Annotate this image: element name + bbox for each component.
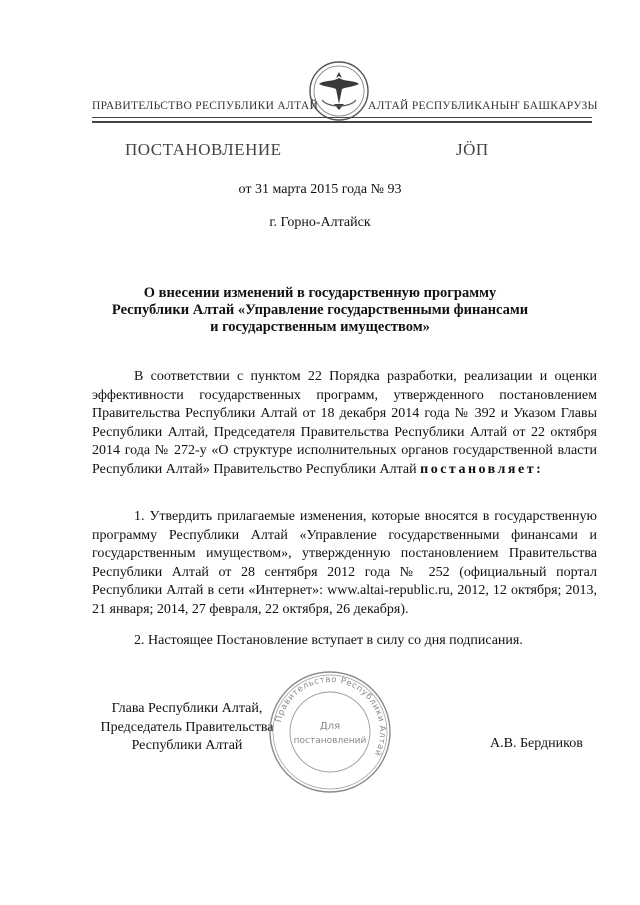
document-title: О внесении изменений в государственную программу Республики Алтай «Управление государственными финансами и государственным имуществом» [111, 285, 529, 335]
signatory-title [92, 700, 282, 756]
body-paragraph-1 [92, 368, 597, 479]
signatory-name: А.В. Бердников [490, 736, 583, 751]
header-rule-thick [92, 121, 592, 123]
signatory-title-line3: Республики Алтай [131, 738, 243, 753]
header-rule-thin [92, 117, 592, 118]
document-date: от 31 марта 2015 года № 93 [238, 182, 402, 197]
decree-keyword: постановляет: [420, 461, 544, 477]
coat-of-arms-emblem [308, 60, 370, 122]
official-stamp [266, 668, 394, 796]
stamp-outer-text: Правительство Республики Алтай [273, 674, 388, 758]
signatory-title-line1: Глава Республики Алтай, [111, 701, 263, 716]
signatory-title-line2: Председатель Правительства [100, 719, 274, 735]
body-paragraph-1-text: В соответствии с пунктом 22 Порядка разработки, реализации и оценки эффективности государственных программ, утвержденного постановлением Правительства Республики Алтай от 18 декабря 2014 года № 392 и Указом Главы Республики Алтай, Председателя Правительства Республики Алтай от 22 октября 2014 года № 272-у «О структуре исполнительных органов государственной власти Республики Алтай» Правительство Республики Алтай [92, 369, 597, 477]
document-city: г. Горно-Алтайск [269, 215, 371, 230]
header-government-name-alt: АЛТАЙ РЕСПУБЛИКАНЫҤ БАШКАРУЗЫ [368, 100, 598, 112]
body-paragraph-3: 2. Настоящее Постановление вступает в силу со дня подписания. [134, 633, 523, 648]
stamp-inner-line2: постановлений [293, 736, 367, 746]
body-paragraph-2: 1. Утвердить прилагаемые изменения, которые вносятся в государственную программу Республики Алтай «Управление государственными финансами и государственным имуществом», утвержденную постановлением Правительства Республики Алтай от 28 сентября 2012 года № 252 (официальный портал Республики Алтай в сети «Интернет»: www.altai-republic.ru, 2012, 12 октября; 2013, 21 января; 2014, 27 февраля, 22 октября, 26 декабря). [92, 509, 597, 617]
header-government-name-ru: ПРАВИТЕЛЬСТВО РЕСПУБЛИКИ АЛТАЙ [92, 100, 319, 112]
doc-type-ru: ПОСТАНОВЛЕНИЕ [125, 140, 282, 159]
stamp-inner-line1: Для [319, 721, 341, 732]
doc-type-alt: JÖП [456, 140, 489, 159]
